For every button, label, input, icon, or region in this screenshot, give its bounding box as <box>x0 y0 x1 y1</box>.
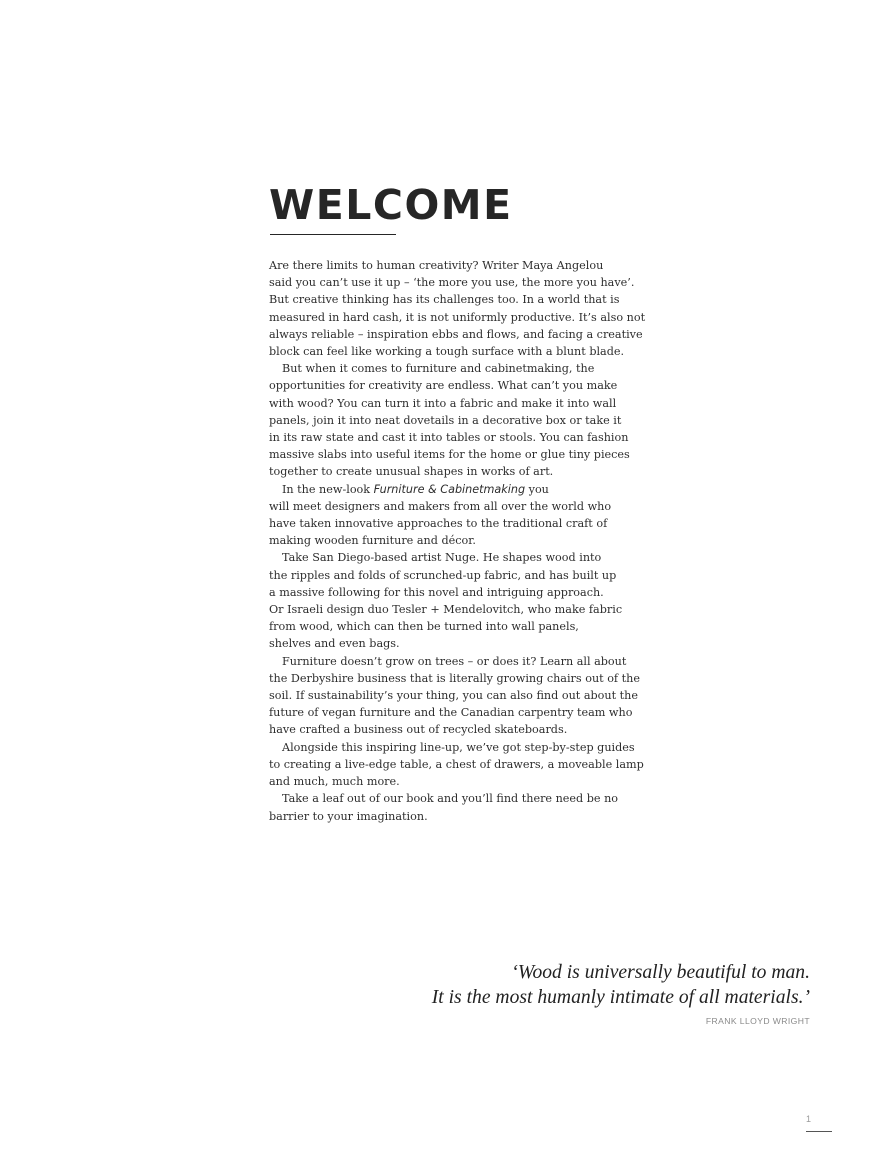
body-line: together to create unusual shapes in works of art. <box>269 465 554 479</box>
page-number: 1 <box>806 1114 812 1124</box>
body-text-before: In the new-look <box>282 482 374 496</box>
body-line: a massive following for this novel and intriguing approach. <box>269 585 604 599</box>
body-line: But when it comes to furniture and cabinetmaking, the <box>282 362 595 376</box>
body-line-magazine-name <box>269 481 629 498</box>
page-title: WELCOME <box>269 181 513 229</box>
body-line: Take San Diego-based artist Nuge. He shapes wood into <box>282 551 602 565</box>
quote-line-1: ‘Wood is universally beautiful to man. <box>511 962 810 983</box>
body-line: with wood? You can turn it into a fabric and make it into wall <box>269 396 617 410</box>
body-line: the Derbyshire business that is literally growing chairs out of the <box>269 671 640 685</box>
body-line: shelves and even bags. <box>269 637 400 651</box>
magazine-name: Furniture & Cabinetmaking <box>373 482 526 496</box>
body-line: from wood, which can then be turned into wall panels, <box>269 620 579 634</box>
title-underline <box>270 234 396 235</box>
page-number-rule <box>806 1131 832 1132</box>
article-body <box>269 257 646 825</box>
body-line: always reliable – inspiration ebbs and flows, and facing a creative <box>269 327 643 341</box>
body-line: block can feel like working a tough surface with a blunt blade. <box>269 345 625 359</box>
body-line: the ripples and folds of scrunched-up fabric, and has built up <box>269 568 617 582</box>
body-line: Are there limits to human creativity? Writer Maya Angelou <box>269 259 604 272</box>
body-line: massive slabs into useful items for the home or glue tiny pieces <box>269 448 630 462</box>
body-line: Or Israeli design duo Tesler + Mendelovitch, who make fabric <box>269 603 623 617</box>
body-line: measured in hard cash, it is not uniformly productive. It’s also not <box>269 310 646 324</box>
body-line: soil. If sustainability’s your thing, you can also find out about the <box>269 689 638 703</box>
body-line: Alongside this inspiring line-up, we’ve got step-by-step guides <box>282 740 635 754</box>
body-line: Furniture doesn’t grow on trees – or does it? Learn all about <box>282 654 627 668</box>
body-line: But creative thinking has its challenges too. In a world that is <box>269 293 620 307</box>
body-line: barrier to your imagination. <box>269 809 428 823</box>
body-line: panels, join it into neat dovetails in a decorative box or take it <box>269 413 622 427</box>
body-line: Take a leaf out of our book and you’ll find there need be no <box>282 792 619 806</box>
body-line: have taken innovative approaches to the traditional craft of <box>269 517 608 531</box>
body-line: and much, much more. <box>269 775 400 789</box>
body-line: future of vegan furniture and the Canadian carpentry team who <box>269 706 633 720</box>
quote-attribution: FRANK LLOYD WRIGHT <box>705 1016 810 1026</box>
pull-quote <box>432 960 810 1010</box>
body-line: to creating a live-edge table, a chest of drawers, a moveable lamp <box>269 757 644 771</box>
body-line: have crafted a business out of recycled skateboards. <box>269 723 568 737</box>
body-text-after: you <box>525 482 549 496</box>
quote-line-2: It is the most humanly intimate of all materials.’ <box>431 987 810 1008</box>
body-line: opportunities for creativity are endless. What can’t you make <box>269 379 618 393</box>
body-line: said you can’t use it up – ‘the more you use, the more you have’. <box>269 276 635 290</box>
body-line: in its raw state and cast it into tables or stools. You can fashion <box>269 431 629 445</box>
body-line: making wooden furniture and décor. <box>269 534 476 548</box>
body-line: will meet designers and makers from all over the world who <box>269 499 612 513</box>
